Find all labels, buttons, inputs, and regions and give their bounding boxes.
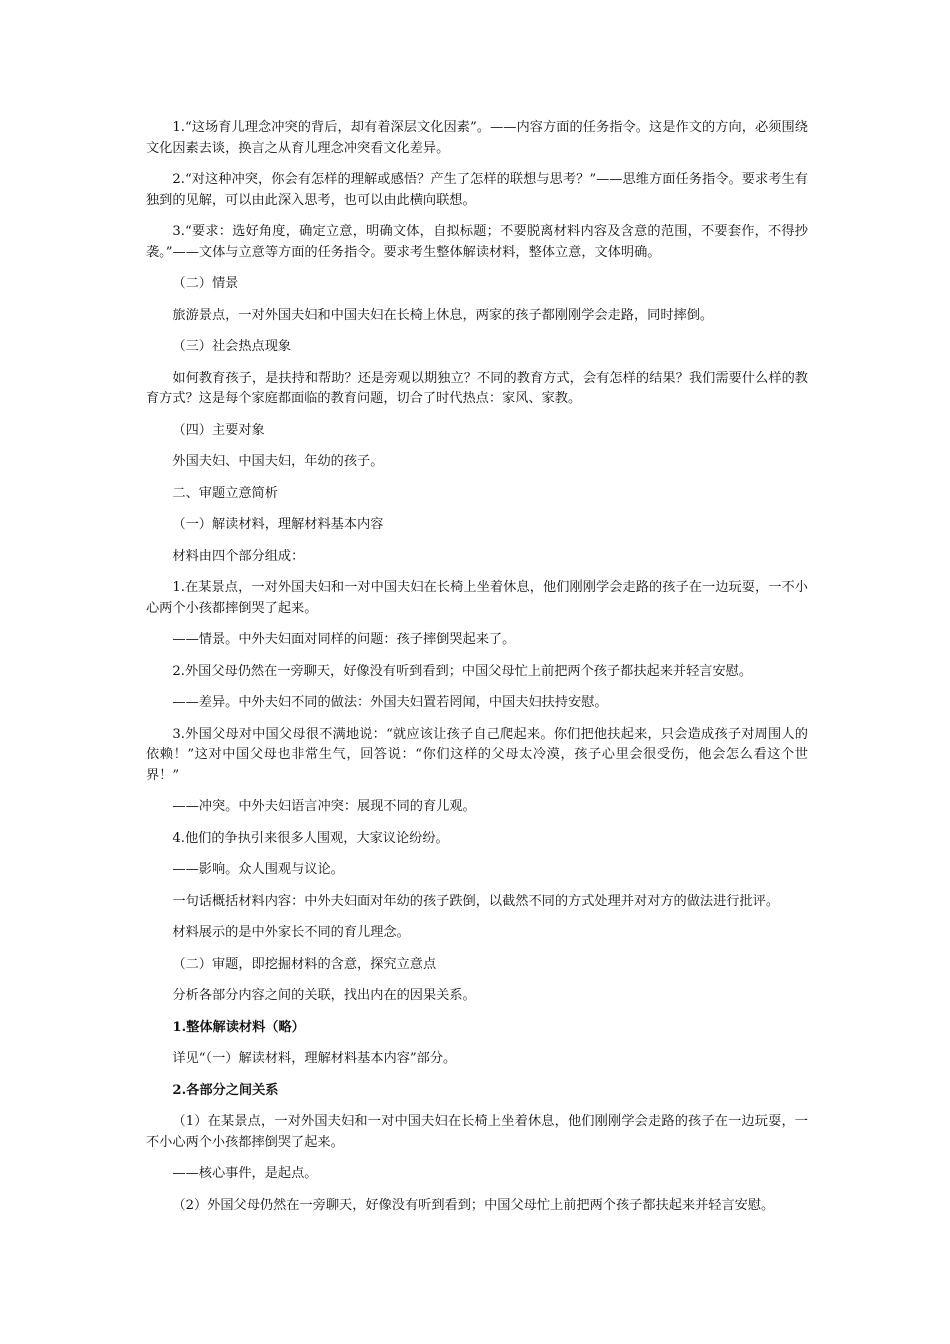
paragraph: （1）在某景点，一对外国夫妇和一对中国夫妇在长椅上坐着休息，他们刚刚学会走路的孩子在一边玩耍，一不小心两个小孩都摔倒哭了起来。 bbox=[146, 1114, 808, 1150]
paragraph: 4.他们的争执引来很多人围观，大家议论纷纷。 bbox=[172, 830, 449, 846]
paragraph: 分析各部分内容之间的关联，找出内在的因果关系。 bbox=[172, 988, 476, 1003]
paragraph: 外国夫妇、中国夫妇，年幼的孩子。 bbox=[172, 454, 384, 469]
paragraph: 一句话概括材料内容：中外夫妇面对年幼的孩子跌倒，以截然不同的方式处理并对对方的做法进行批评。 bbox=[172, 893, 780, 909]
subsection-heading: 2.各部分之间关系 bbox=[172, 1082, 279, 1098]
paragraph: ——差异。中外夫妇不同的做法：外国夫妇置若罔闻，中国夫妇扶持安慰。 bbox=[172, 695, 608, 710]
section-heading: （三）社会热点现象 bbox=[172, 339, 292, 354]
paragraph: （2）外国父母仍然在一旁聊天，好像没有听到看到；中国父母忙上前把两个孩子都扶起来并轻言安慰。 bbox=[172, 1197, 775, 1213]
section-heading: （二）审题，即挖掘材料的含意，探究立意点 bbox=[172, 956, 437, 972]
paragraph: 1.在某景点，一对外国夫妇和一对中国夫妇在长椅上坐着休息，他们刚刚学会走路的孩子在一边玩耍，一不小心两个小孩都摔倒哭了起来。 bbox=[146, 580, 808, 616]
paragraph: ——情景。中外夫妇面对同样的问题：孩子摔倒哭起来了。 bbox=[172, 632, 516, 647]
paragraph: 材料展示的是中外家长不同的育儿理念。 bbox=[172, 925, 410, 940]
paragraph: 2.外国父母仍然在一旁聊天，好像没有听到看到；中国父母忙上前把两个孩子都扶起来并轻言安慰。 bbox=[172, 663, 753, 679]
paragraph: 1.“这场育儿理念冲突的背后，却有着深层文化因素”。——内容方面的任务指令。这是作文的方向，必须围绕文化因素去谈，换言之从育儿理念冲突看文化差异。 bbox=[146, 120, 808, 156]
paragraph: ——影响。众人围观与议论。 bbox=[172, 862, 344, 877]
document-body bbox=[146, 118, 808, 1227]
section-heading: （四）主要对象 bbox=[172, 422, 265, 438]
paragraph: 旅游景点，一对外国夫妇和中国夫妇在长椅上休息，两家的孩子都刚刚学会走路，同时摔倒。 bbox=[172, 307, 714, 323]
paragraph: 详见“（一）解读材料，理解材料基本内容”部分。 bbox=[172, 1051, 457, 1066]
subsection-heading: 1.整体解读材料（略） bbox=[172, 1019, 305, 1035]
paragraph: 3.“要求：选好角度，确定立意，明确文体，自拟标题；不要脱离材料内容及含意的范围，不要套作，不得抄袭。”——文体与立意等方面的任务指令。要求考生整体解读材料，整体立意，文体明确。 bbox=[146, 224, 808, 260]
section-heading: （一）解读材料，理解材料基本内容 bbox=[172, 517, 384, 532]
paragraph: 材料由四个部分组成： bbox=[172, 548, 305, 564]
paragraph: 3.外国父母对中国父母很不满地说：“就应该让孩子自己爬起来。你们把他扶起来，只会造成孩子对周围人的依赖！”这对中国父母也非常生气，回答说：“你们这样的父母太冷漠，孩子心里会很受伤，他会怎么看这个世界！” bbox=[146, 726, 808, 783]
section-heading: 二、审题立意简析 bbox=[172, 485, 278, 501]
section-heading: （二）情景 bbox=[172, 276, 239, 291]
paragraph: 如何教育孩子，是扶持和帮助？还是旁观以期独立？不同的教育方式，会有怎样的结果？我们需要什么样的教育方式？这是每个家庭都面临的教育问题，切合了时代热点：家风、家教。 bbox=[146, 370, 808, 406]
paragraph: ——核心事件，是起点。 bbox=[172, 1166, 318, 1181]
paragraph: 2.“对这种冲突，你会有怎样的理解或感悟？产生了怎样的联想与思考？”——思维方面任务指令。要求考生有独到的见解，可以由此深入思考，也可以由此横向联想。 bbox=[146, 172, 808, 208]
paragraph: ——冲突。中外夫妇语言冲突：展现不同的育儿观。 bbox=[172, 799, 476, 814]
